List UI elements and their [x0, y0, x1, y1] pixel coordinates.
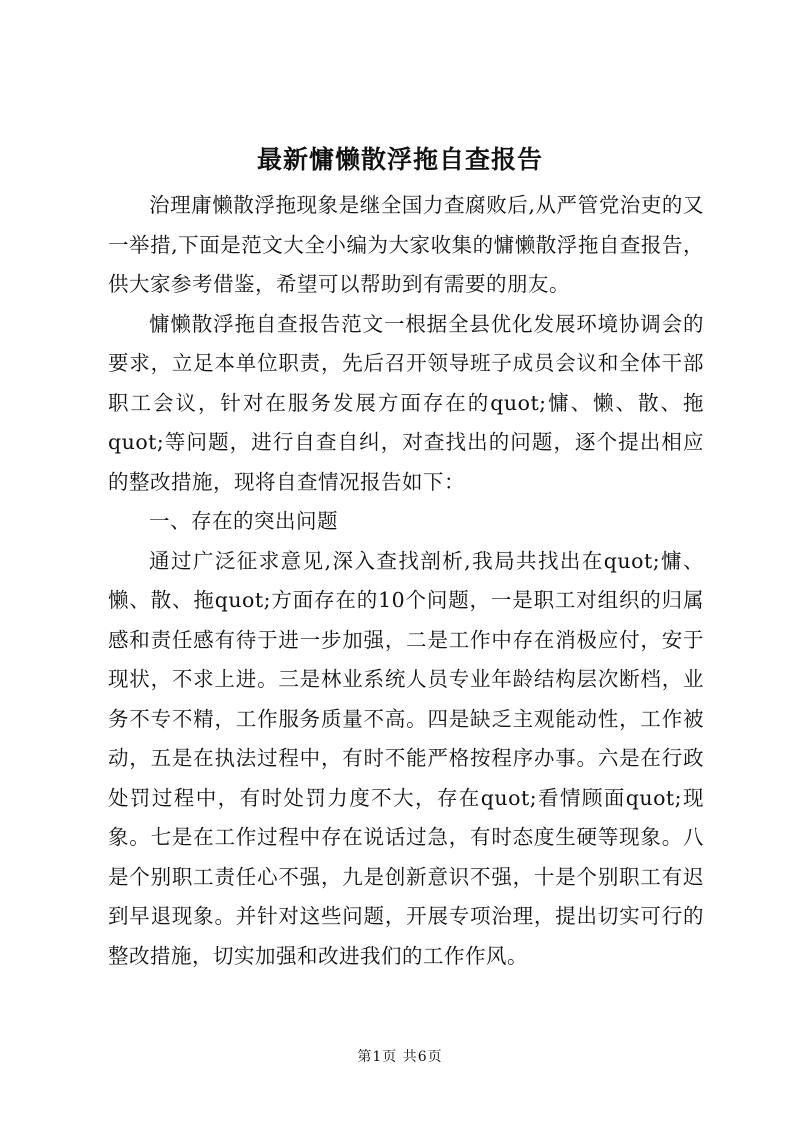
document-body — [108, 186, 704, 976]
paragraph-problems: 通过广泛征求意见,深入查找剖析,我局共找出在quot;慵、懒、散、拖quot;方面存在的10个问题，一是职工对组织的归属感和责任感有待于进一步加强，二是工作中存在消极应付，安于现状，不求上进。三是林业系统人员专业年龄结构层次断档，业务不专不精，工作服务质量不高。四是缺乏主观能动性，工作被动，五是在执法过程中，有时不能严格按程序办事。六是在行政处罚过程中，有时处罚力度不大，存在quot;看情顾面quot;现象。七是在工作过程中存在说话过急，有时态度生硬等现象。八是个别职工责任心不强，九是创新意识不强，十是个别职工有迟到早退现象。并针对这些问题，开展专项治理，提出切实可行的整改措施，切实加强和改进我们的工作作风。 — [108, 548, 704, 968]
page-number: 第1页 共6页 — [357, 1049, 443, 1065]
paragraph-report-overview: 慵懒散浮拖自查报告范文一根据全县优化发展环境协调会的要求，立足本单位职责，先后召开领导班子成员会议和全体干部职工会议，针对在服务发展方面存在的quot;慵、懒、散、拖quot;等问题，进行自查自纠，对查找出的问题，逐个提出相应的整改措施，现将自查情况报告如下： — [108, 311, 704, 494]
section-heading: 一、存在的突出问题 — [149, 509, 338, 533]
document-title: 最新慵懒散浮拖自查报告 — [256, 145, 543, 174]
paragraph-intro: 治理庸懒散浮拖现象是继全国力查腐败后,从严管党治吏的又一举措,下面是范文大全小编为大家收集的慵懒散浮拖自查报告，供大家参考借鉴，希望可以帮助到有需要的朋友。 — [108, 193, 704, 296]
